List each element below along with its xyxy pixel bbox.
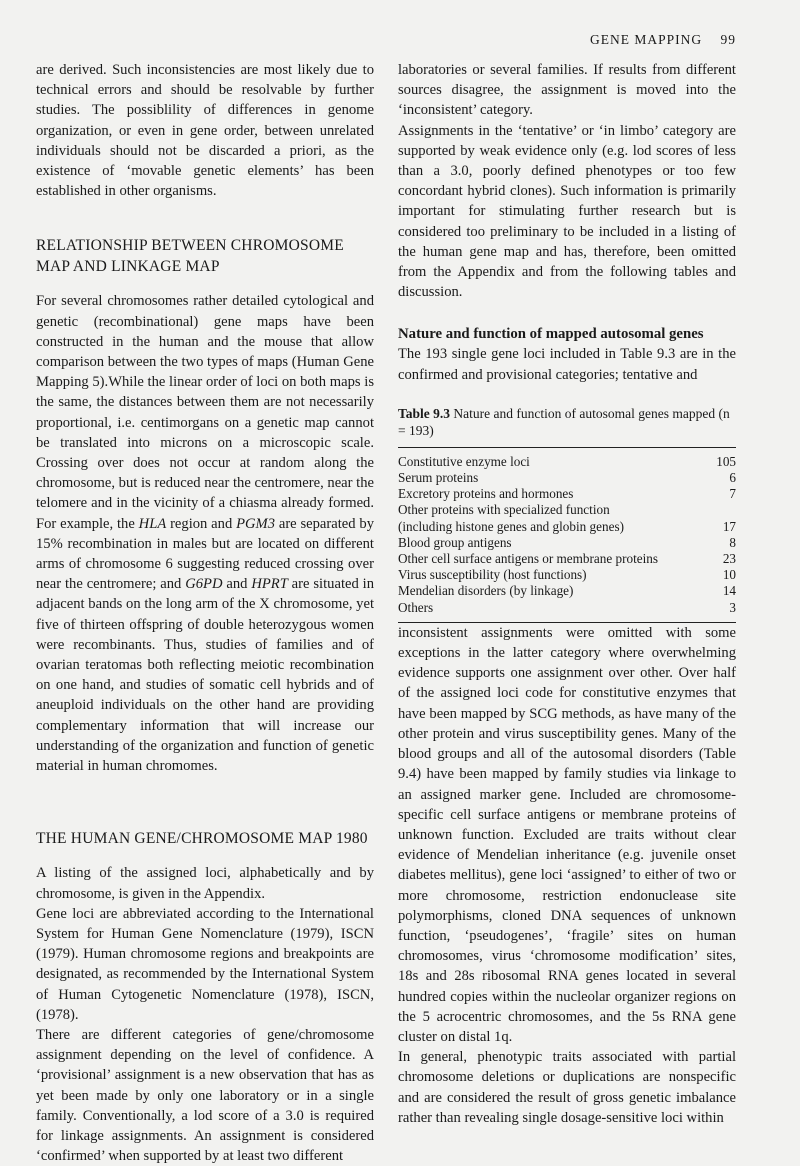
map-paragraph-2: Gene loci are abbreviated according to the International System for Human Gene Nomenclature (1979), ISCN (1979). Human chromosome regions and breakpoints are designated, as recommended by the International System of Human Cytogenetic Nomenclature (1978), ISCN, (1978). bbox=[36, 905, 374, 1023]
table-row bbox=[398, 447, 736, 470]
table-9-3 bbox=[398, 447, 736, 623]
page-number: 99 bbox=[720, 32, 736, 47]
gene-hla: HLA bbox=[138, 515, 167, 532]
table-row bbox=[398, 567, 736, 583]
table-row-label: Blood group antigens bbox=[398, 534, 512, 550]
table-row-label: Excretory proteins and hormones bbox=[398, 486, 574, 502]
map-paragraph-3: There are different categories of gene/chromosome assignment depending on the level of confidence. A ‘provisional’ assignment is a new observation that has as yet been made by only one laboratory or in a single family. Conventionally, a lod score of a 3.0 is required for linkage assignments. An assignment is considered ‘confirmed’ when supported by at least two different bbox=[36, 1026, 374, 1165]
table-row-label: Others bbox=[398, 599, 434, 615]
relationship-paragraph: For several chromosomes rather detailed cytological and genetic (recombinational) gene maps have been constructed in the human and the mouse that allow comparison between the two types of maps (Human Gene Mapping 5).While the linear order of loci on both maps is the same, the distances between them are not necessarily proportional, i.e. centimorgans on a genetic map cannot be translated into microns on a microscopic scale. Crossing over does not occur at random along the chromosome, but is reduced near the centromere, near the telomere and in the vicinity of a chiasma already formed. For example, the HLA region and PGM3 are separated by 15% recombination in males but are located on different arms of chromosome 6 suggesting reduced crossing over near the centromere; and G6PD and HPRT are situated in adjacent bands on the long arm of the X chromosome, yet five of thirteen offspring of double heterozygous women were recombinants. Thus, studies of families and of ovarian teratomas both reflecting meiotic recombination on one hand, and studies of somatic cell hybrids and of aneuploid individuals on the other hand are providing complementary information that will increase our understanding of the organization and function of genetic material in human chromomes. bbox=[36, 293, 374, 775]
gene-g6pd: G6PD bbox=[185, 576, 223, 593]
table-row-value: 6 bbox=[729, 470, 736, 486]
table-row bbox=[398, 535, 736, 551]
table-row-value: 23 bbox=[722, 551, 736, 567]
table-row-label: Other proteins with specialized function bbox=[398, 502, 610, 518]
table-row bbox=[398, 583, 736, 599]
table-row bbox=[398, 551, 736, 567]
table-caption: Table 9.3 Nature and function of autosomal genes mapped (n = 193) bbox=[398, 405, 730, 438]
running-title: GENE MAPPING bbox=[589, 32, 703, 47]
table-row-label: Mendelian disorders (by linkage) bbox=[398, 583, 574, 599]
table-row bbox=[398, 502, 736, 518]
table-row-label: Constitutive enzyme loci bbox=[398, 453, 530, 469]
table-row-value: 10 bbox=[722, 567, 736, 583]
table-row-value bbox=[696, 502, 736, 518]
table-row-value: 105 bbox=[716, 453, 736, 469]
table-row bbox=[398, 600, 736, 623]
table-row bbox=[398, 470, 736, 486]
table-row-value: 3 bbox=[729, 599, 736, 615]
table-row-label: (including histone genes and globin genes) bbox=[398, 518, 624, 534]
table-row-value: 17 bbox=[722, 518, 736, 534]
running-header bbox=[590, 32, 736, 48]
table-row-value: 8 bbox=[729, 534, 736, 550]
tentative-paragraph: Assignments in the ‘tentative’ or ‘in limbo’ category are supported by weak evidence only (e.g. lod scores of less than a 3.0, poorly defined phenotypes or too few concordant hybrid clones). Such information is primarily important for stimulating further research but is considered too preliminary to be included in a listing of the human gene map and has, therefore, been omitted from the Appendix and from the following tables and discussion. bbox=[398, 122, 736, 301]
table-row-label: Virus susceptibility (host functions) bbox=[398, 567, 587, 583]
table-row-label: Other cell surface antigens or membrane proteins bbox=[398, 551, 658, 567]
section-heading-relationship: RELATIONSHIP BETWEEN CHROMOSOME MAP AND LINKAGE MAP bbox=[36, 237, 344, 276]
table-row-label: Serum proteins bbox=[398, 470, 479, 486]
continuation-paragraph: laboratories or several families. If results from different sources disagree, the assignment is moved into the ‘inconsistent’ category. bbox=[398, 62, 736, 119]
section-heading-gene-map: THE HUMAN GENE/CHROMOSOME MAP 1980 bbox=[36, 830, 368, 848]
right-column bbox=[398, 60, 736, 1128]
table-row-value: 7 bbox=[729, 486, 736, 502]
general-paragraph: In general, phenotypic traits associated with partial chromosome deletions or duplications are nonspecific and are considered the result of gross genetic imbalance rather than revealing single dosage-sensitive loci within bbox=[398, 1049, 736, 1126]
table-row-value: 14 bbox=[722, 583, 736, 599]
gene-hprt: HPRT bbox=[251, 576, 288, 593]
table-label: Table 9.3 bbox=[398, 405, 451, 421]
gene-pgm3: PGM3 bbox=[236, 515, 276, 532]
left-column bbox=[36, 60, 374, 1166]
nature-paragraph: The 193 single gene loci included in Table 9.3 are in the confirmed and provisional categories; tentative and bbox=[398, 346, 736, 383]
intro-paragraph: are derived. Such inconsistencies are most likely due to technical errors and should be resolvable by further studies. The possiblility of differences in genome organization, or even in gene order, between unrelated individuals should not be discarded a priori, as the existence of ‘movable genetic elements’ has been established in other organisms. bbox=[36, 62, 374, 200]
table-row bbox=[398, 519, 736, 535]
table-row bbox=[398, 486, 736, 502]
after-table-paragraph: inconsistent assignments were omitted with some exceptions in the latter category where overwhelming evidence supports one assignment over other. Over half of the assigned loci code for constitutive enzymes that have been mapped by SCG methods, as have many of the other protein and virus susceptibility genes. Many of the blood groups and all of the autosomal disorders (Table 9.4) have been mapped by family studies via linkage to an assigned marker gene. Included are chromosome-specific cell surface antigens or membrane proteins of unknown function. Excluded are traits without clear evidence of Mendelian inheritance (e.g. juvenile onset diabetes mellitus), gene loci ‘assigned’ to either of two or more chromosome, restriction endonuclease site polymorphisms, cloned DNA sequences of unknown function, ‘pseudogenes’, ‘fragile’ sites on human chromosomes, virus ‘chromosome modification’ sites, 18s and 28s ribosomal RNA genes located in several hundred copies within the nucleolar organizer regions on the 5 acrocentric chromosomes, and the 5s RNA gene cluster on distal 1q. bbox=[398, 624, 736, 1045]
map-paragraph-1: A listing of the assigned loci, alphabetically and by chromosome, is given in the Appendix. bbox=[36, 865, 374, 902]
subsection-heading-nature: Nature and function of mapped autosomal genes bbox=[398, 326, 704, 343]
